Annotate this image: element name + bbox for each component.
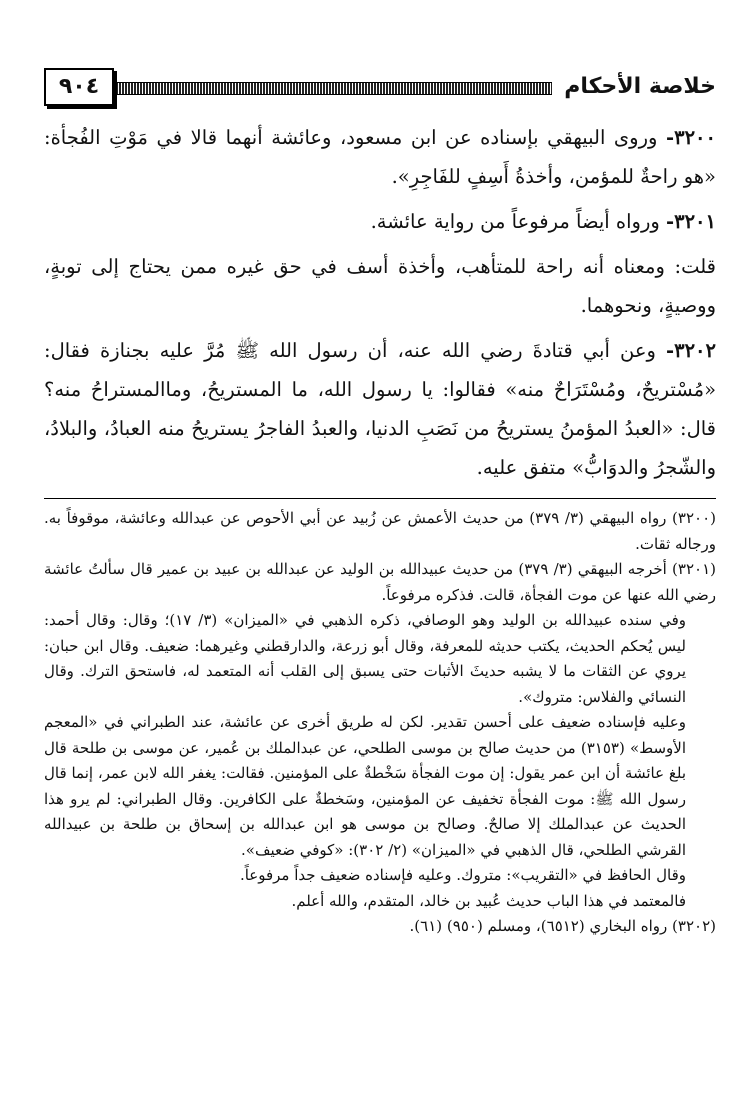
running-title: خلاصة الأحكام	[552, 72, 716, 102]
page-header	[44, 64, 716, 108]
hadith-3202	[44, 331, 716, 487]
page-number: ٩٠٤	[44, 68, 114, 106]
footnote-paragraph: فالمعتمد في هذا الباب حديث عُبيد بن خالد، المتقدم، والله أعلم.	[291, 891, 686, 910]
footnote-separator	[44, 498, 716, 499]
footnote-paragraph: وعليه فإسناده ضعيف على أحسن تقدير. لكن له طريق أخرى عن عائشة، عند الطبراني في «المعجم الأوسط» (٣١٥٣) من حديث صالح بن موسى الطلحي، عن عبدالملك بن عُمير، عن موسى بن طلحة قال بلغ عائشة أن ابن عمر يقول: إن موت الفجأة سَخْطةٌ على المؤمنين. فقالت: يغفر الله لابن عمر، إنما قال رسول الله ﷺ: موت الفجأة تخفيف عن المؤمنين، وسَخطةٌ على الكافرين. وقال الطبراني: لم يرو هذا الحديث عن عبدالملك إلا صالحٌ. وصالح بن موسى هو ابن عبدالله بن إسحاق بن طلحة بن عبيدالله القرشي الطلحي، قال الذهبي في «الميزان» (٢/ ٣٠٢): «كوفي ضعيف».	[44, 713, 686, 859]
footnote-3201: (٣٢٠١) أخرجه البيهقي (٣/ ٣٧٩) من حديث عبيدالله بن الوليد عن عبدالله بن عبيد بن عمير قال سألتُ عائشة رضي الله عنها عن موت الفجأة، قالت. فذكره مرفوعاً.	[44, 560, 716, 604]
commentary	[44, 247, 716, 325]
hadith-text: ورواه أيضاً مرفوعاً من رواية عائشة.	[370, 210, 660, 233]
footnotes	[44, 506, 716, 940]
footnote-3200: (٣٢٠٠) رواه البيهقي (٣/ ٣٧٩) من حديث الأعمش عن زُبيد عن أبي الأحوص عن عبدالله وعائشة، موقوفاً به. ورجاله ثقات.	[44, 509, 716, 553]
footnote-3202: (٣٢٠٢) رواه البخاري (٦٥١٢)، ومسلم (٩٥٠) (٦١).	[409, 917, 716, 935]
footnote-paragraph: وقال الحافظ في «التقريب»: متروك. وعليه فإسناده ضعيف جداً مرفوعاً.	[239, 866, 686, 884]
hadith-number: ٣٢٠١-	[666, 210, 716, 233]
commentary-text: قلت: ومعناه أنه راحة للمتأهب، وأخذة أسف في حق غيره ممن يحتاج إلى توبةٍ، ووصيةٍ، ونحوهما.	[44, 255, 716, 317]
hadith-text: وروى البيهقي بإسناده عن ابن مسعود، وعائشة أنهما قالا في مَوْتِ الفُجأة: «هو راحةٌ للمؤمن، وأخذةُ أَسِفٍ للفَاجِرِ».	[44, 126, 716, 188]
hadith-text: وعن أبي قتادةَ رضي الله عنه، أن رسول الله ﷺ مُرَّ عليه بجنازة فقال: «مُسْتريحٌ، ومُسْتَرَاحٌ منه» فقالوا: يا رسول الله، ما المستريحُ، وماالمستراحُ منه؟ قال: «العبدُ المؤمنُ يستريحُ من نَصَبِ الدنيا، والعبدُ الفاجرُ يستريحُ منه العبادُ، والبلادُ، والشّجرُ والدوَابُّ» متفق عليه.	[44, 339, 716, 479]
hadith-3201	[44, 202, 716, 241]
hadith-number: ٣٢٠٠-	[666, 126, 716, 149]
footnote-paragraph: وفي سنده عبيدالله بن الوليد وهو الوصافي، ذكره الذهبي في «الميزان» (٣/ ١٧)؛ وقال: وقال أحمد: ليس يُحكم الحديث، يكتب حديثه للمعرفة، وقال أبو زرعة، والدارقطني وغيرهما: ضعيف. وقال ابن حبان: يروي عن الثقات ما لا يشبه حديثَ الأثبات حتى يسبق إلى القلب أنه المتعمد له، فاستحق الترك. وقال النسائي والفلاس: متروك».	[44, 611, 686, 706]
main-text	[44, 118, 716, 493]
book-page	[44, 0, 716, 1095]
hadith-3200	[44, 118, 716, 196]
hadith-number: ٣٢٠٢-	[666, 339, 717, 362]
